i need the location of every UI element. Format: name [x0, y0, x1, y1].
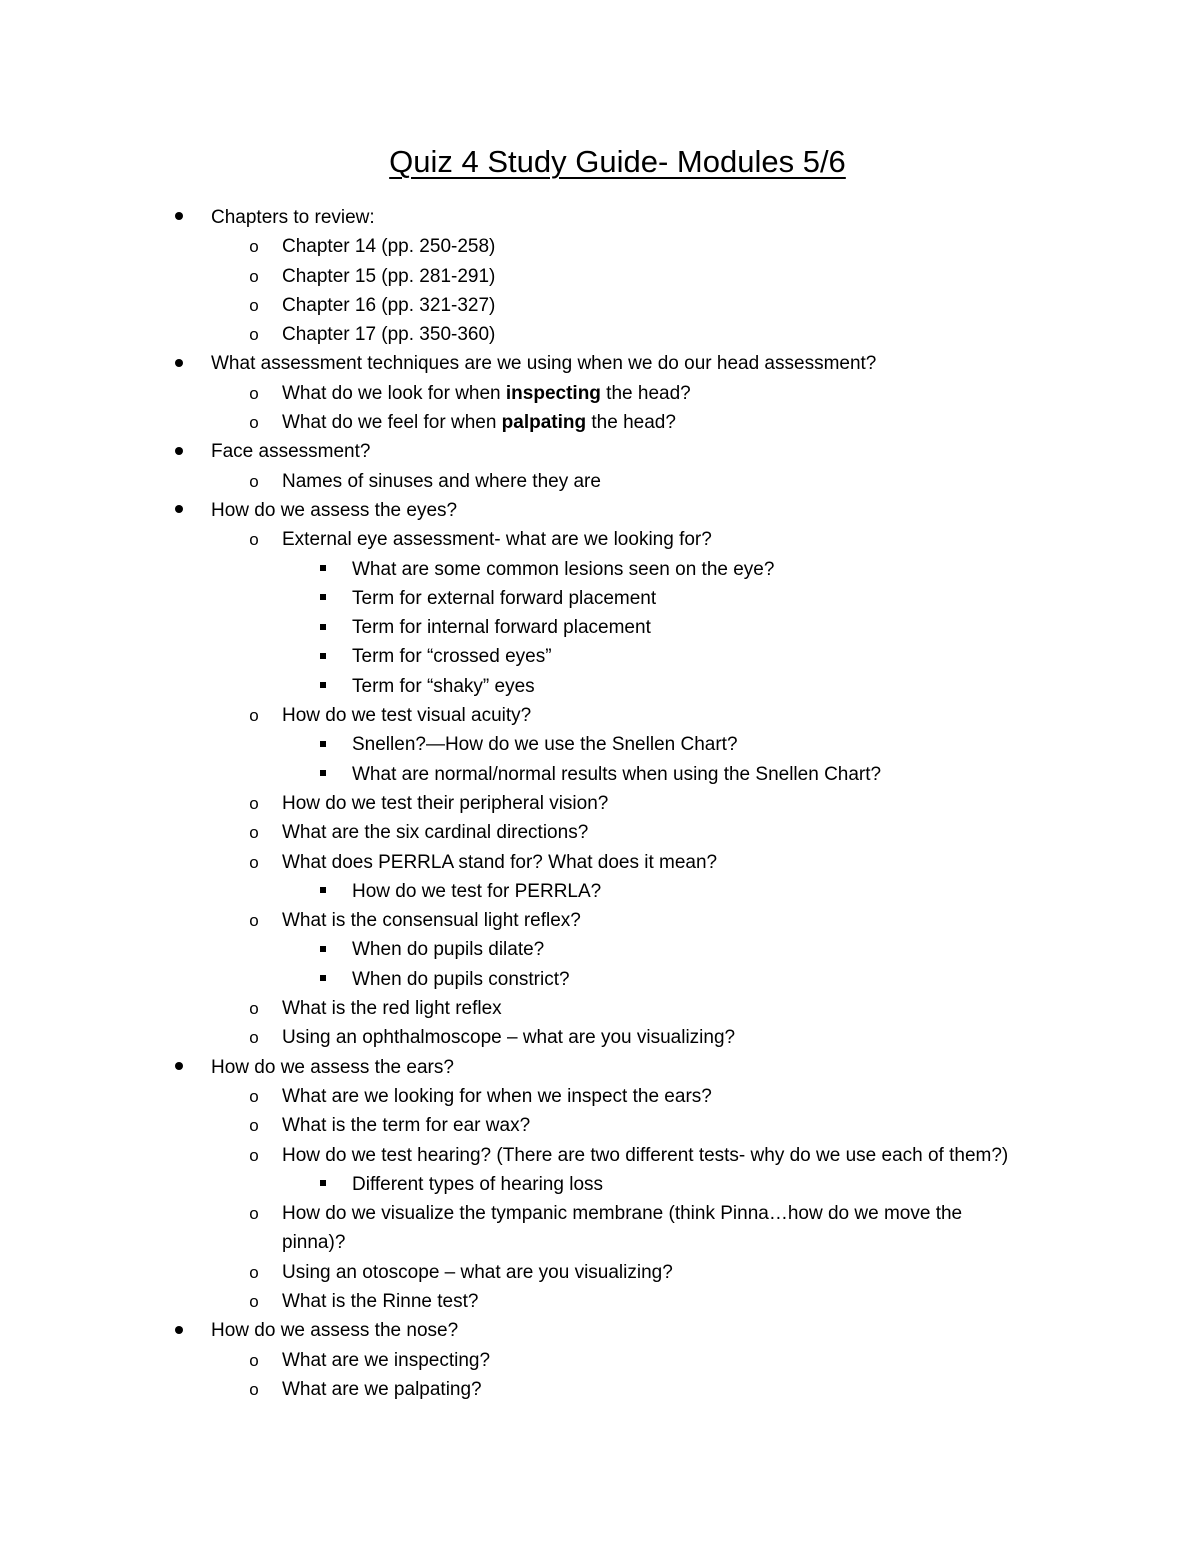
list-item — [0, 994, 1200, 1023]
list-item — [0, 877, 1200, 906]
bullet-o-icon: o — [249, 793, 259, 813]
text-segment: How do we assess the nose? — [211, 1320, 459, 1342]
list-item — [0, 848, 1200, 877]
list-item-text — [352, 555, 774, 584]
list-item-text — [211, 203, 375, 232]
list-item-text — [211, 496, 457, 525]
list-item-text — [352, 760, 881, 789]
text-segment: What do we feel for when — [282, 412, 502, 434]
bullet-o-icon: o — [249, 295, 259, 315]
bullet-square-icon — [316, 584, 330, 613]
text-segment: What are we palpating? — [282, 1378, 482, 1400]
list-item — [0, 1199, 1200, 1228]
bullet-o-icon: o — [249, 1350, 259, 1370]
list-item — [0, 1023, 1200, 1052]
text-segment: pinna)? — [282, 1232, 346, 1254]
list-item — [0, 232, 1200, 261]
bullet-o-icon: o — [249, 383, 259, 403]
bullet-square-icon — [316, 965, 330, 994]
list-item-text — [282, 525, 712, 554]
list-item-text — [352, 877, 601, 906]
emphasized-term: palpating — [501, 412, 587, 434]
text-segment: What are the six cardinal directions? — [282, 822, 589, 844]
bullet-square-icon — [316, 730, 330, 759]
list-item-text — [282, 848, 717, 877]
list-item-text — [282, 1228, 345, 1257]
text-segment: Term for “crossed eyes” — [352, 646, 552, 668]
text-segment: What are some common lesions seen on the eye? — [352, 558, 775, 580]
list-item-text — [282, 320, 495, 349]
list-item — [0, 1375, 1200, 1404]
list-item-text — [352, 965, 570, 994]
list-item — [0, 437, 1200, 466]
list-item-text — [282, 1258, 673, 1287]
bullet-disc-icon — [172, 496, 186, 525]
list-item-text — [282, 1199, 962, 1228]
list-item — [0, 642, 1200, 671]
bullet-o-icon: o — [249, 1262, 259, 1282]
bullet-o-icon: o — [249, 1145, 259, 1165]
bullet-o-icon: o — [249, 999, 259, 1019]
text-segment: Chapter 16 (pp. 321-327) — [282, 294, 496, 316]
text-segment: What do we look for when — [282, 382, 506, 404]
bullet-disc-icon — [172, 437, 186, 466]
text-segment: Using an otoscope – what are you visualizing? — [282, 1261, 673, 1283]
bullet-o-icon: o — [249, 706, 259, 726]
bullet-square-icon — [316, 877, 330, 906]
list-item-text — [282, 701, 531, 730]
bullet-disc-icon — [172, 203, 186, 232]
bullet-o-icon: o — [249, 471, 259, 491]
text-segment: Term for internal forward placement — [352, 617, 651, 639]
text-segment: Term for “shaky” eyes — [352, 675, 535, 697]
list-item — [0, 965, 1200, 994]
list-item-text — [282, 1141, 1008, 1170]
list-item — [0, 1082, 1200, 1111]
text-segment: What does PERRLA stand for? What does it mean? — [282, 851, 718, 873]
list-item — [0, 935, 1200, 964]
bullet-o-icon: o — [249, 325, 259, 345]
bullet-o-icon: o — [249, 1086, 259, 1106]
list-item — [0, 760, 1200, 789]
bullet-o-icon: o — [249, 1116, 259, 1136]
text-segment: the head? — [600, 382, 691, 404]
list-item — [0, 613, 1200, 642]
text-segment: When do pupils dilate? — [352, 939, 545, 961]
list-item — [0, 349, 1200, 378]
text-segment: What is the red light reflex — [282, 998, 502, 1020]
list-item — [0, 496, 1200, 525]
bullet-square-icon — [316, 555, 330, 584]
list-item-text — [282, 818, 588, 847]
list-item — [0, 1111, 1200, 1140]
list-item — [0, 1141, 1200, 1170]
list-item-text — [282, 262, 495, 291]
text-segment: How do we assess the eyes? — [211, 499, 458, 521]
list-item — [0, 525, 1200, 554]
bullet-o-icon: o — [249, 530, 259, 550]
bullet-o-icon: o — [249, 1291, 259, 1311]
list-item — [0, 1228, 1200, 1257]
bullet-square-icon — [316, 672, 330, 701]
list-item-text — [282, 906, 581, 935]
text-segment: When do pupils constrict? — [352, 968, 570, 990]
bullet-o-icon: o — [249, 413, 259, 433]
list-item — [0, 203, 1200, 232]
list-item-text — [282, 1111, 530, 1140]
text-segment: What is the Rinne test? — [282, 1290, 479, 1312]
text-segment: Chapter 14 (pp. 250-258) — [282, 236, 496, 258]
text-segment: What are normal/normal results when using the Snellen Chart? — [352, 763, 882, 785]
bullet-o-icon: o — [249, 911, 259, 931]
bullet-square-icon — [316, 613, 330, 642]
bullet-o-icon: o — [249, 852, 259, 872]
list-item-text — [352, 642, 552, 671]
text-segment: Using an ophthalmoscope – what are you visualizing? — [282, 1027, 736, 1049]
list-item — [0, 555, 1200, 584]
bullet-o-icon: o — [249, 1204, 259, 1224]
text-segment: Term for external forward placement — [352, 587, 657, 609]
text-segment: What is the term for ear wax? — [282, 1115, 531, 1137]
list-item — [0, 1170, 1200, 1199]
bullet-o-icon: o — [249, 1028, 259, 1048]
list-item — [0, 672, 1200, 701]
study-guide-outline — [0, 203, 1200, 1404]
text-segment: Names of sinuses and where they are — [282, 470, 601, 492]
bullet-square-icon — [316, 935, 330, 964]
list-item-text — [211, 437, 370, 466]
list-item-text — [282, 1375, 482, 1404]
list-item-text — [282, 379, 691, 408]
text-segment: External eye assessment- what are we looking for? — [282, 529, 712, 551]
list-item — [0, 1053, 1200, 1082]
bullet-o-icon: o — [249, 823, 259, 843]
text-segment: How do we test for PERRLA? — [352, 880, 602, 902]
list-item-text — [211, 1316, 458, 1345]
bullet-disc-icon — [172, 1316, 186, 1345]
list-item — [0, 408, 1200, 437]
text-segment: Face assessment? — [211, 441, 371, 463]
page-title: Quiz 4 Study Guide- Modules 5/6 — [389, 144, 846, 179]
text-segment: Chapter 15 (pp. 281-291) — [282, 265, 496, 287]
list-item-text — [211, 349, 876, 378]
list-item — [0, 1287, 1200, 1316]
list-item — [0, 1258, 1200, 1287]
text-segment: Chapters to review: — [211, 207, 375, 228]
list-item — [0, 379, 1200, 408]
text-segment: How do we test visual acuity? — [282, 705, 532, 727]
list-item-text — [282, 232, 495, 261]
text-segment: How do we test their peripheral vision? — [282, 792, 609, 814]
list-item-text — [282, 408, 676, 437]
list-item-text — [352, 584, 656, 613]
bullet-square-icon — [316, 1170, 330, 1199]
text-segment: Chapter 17 (pp. 350-360) — [282, 324, 496, 346]
list-item — [0, 789, 1200, 818]
text-segment: How do we test hearing? (There are two different tests- why do we use each of them?) — [282, 1144, 1009, 1166]
bullet-o-icon: o — [249, 237, 259, 257]
bullet-square-icon — [316, 760, 330, 789]
list-item-text — [282, 291, 495, 320]
emphasized-term: inspecting — [505, 382, 601, 404]
list-item — [0, 584, 1200, 613]
bullet-o-icon: o — [249, 1379, 259, 1399]
text-segment: What are we inspecting? — [282, 1349, 491, 1371]
list-item-text — [282, 1023, 735, 1052]
list-item — [0, 818, 1200, 847]
list-item — [0, 701, 1200, 730]
list-item — [0, 262, 1200, 291]
bullet-disc-icon — [172, 349, 186, 378]
list-item-text — [282, 467, 601, 496]
text-segment: What are we looking for when we inspect the ears? — [282, 1085, 712, 1107]
bullet-disc-icon — [172, 1053, 186, 1082]
list-item-text — [352, 613, 651, 642]
list-item-text — [282, 789, 608, 818]
text-segment: Different types of hearing loss — [352, 1173, 604, 1195]
bullet-o-icon: o — [249, 266, 259, 286]
list-item-text — [211, 1053, 454, 1082]
text-segment: What is the consensual light reflex? — [282, 910, 581, 932]
text-segment: How do we visualize the tympanic membrane (think Pinna…how do we move the — [282, 1203, 963, 1225]
list-item-text — [282, 1287, 478, 1316]
list-item — [0, 906, 1200, 935]
text-segment: Snellen?—How do we use the Snellen Chart? — [352, 734, 738, 756]
list-item-text — [282, 1346, 490, 1375]
list-item-text — [352, 730, 738, 759]
list-item — [0, 1346, 1200, 1375]
list-item-text — [352, 672, 535, 701]
list-item — [0, 291, 1200, 320]
list-item — [0, 320, 1200, 349]
text-segment: How do we assess the ears? — [211, 1056, 454, 1078]
list-item-text — [282, 1082, 712, 1111]
list-item — [0, 1316, 1200, 1345]
list-item-text — [352, 1170, 603, 1199]
bullet-square-icon — [316, 642, 330, 671]
list-item — [0, 467, 1200, 496]
text-segment: What assessment techniques are we using when we do our head assessment? — [211, 353, 877, 375]
list-item-text — [282, 994, 502, 1023]
list-item — [0, 730, 1200, 759]
list-item-text — [352, 935, 544, 964]
text-segment: the head? — [586, 412, 676, 434]
